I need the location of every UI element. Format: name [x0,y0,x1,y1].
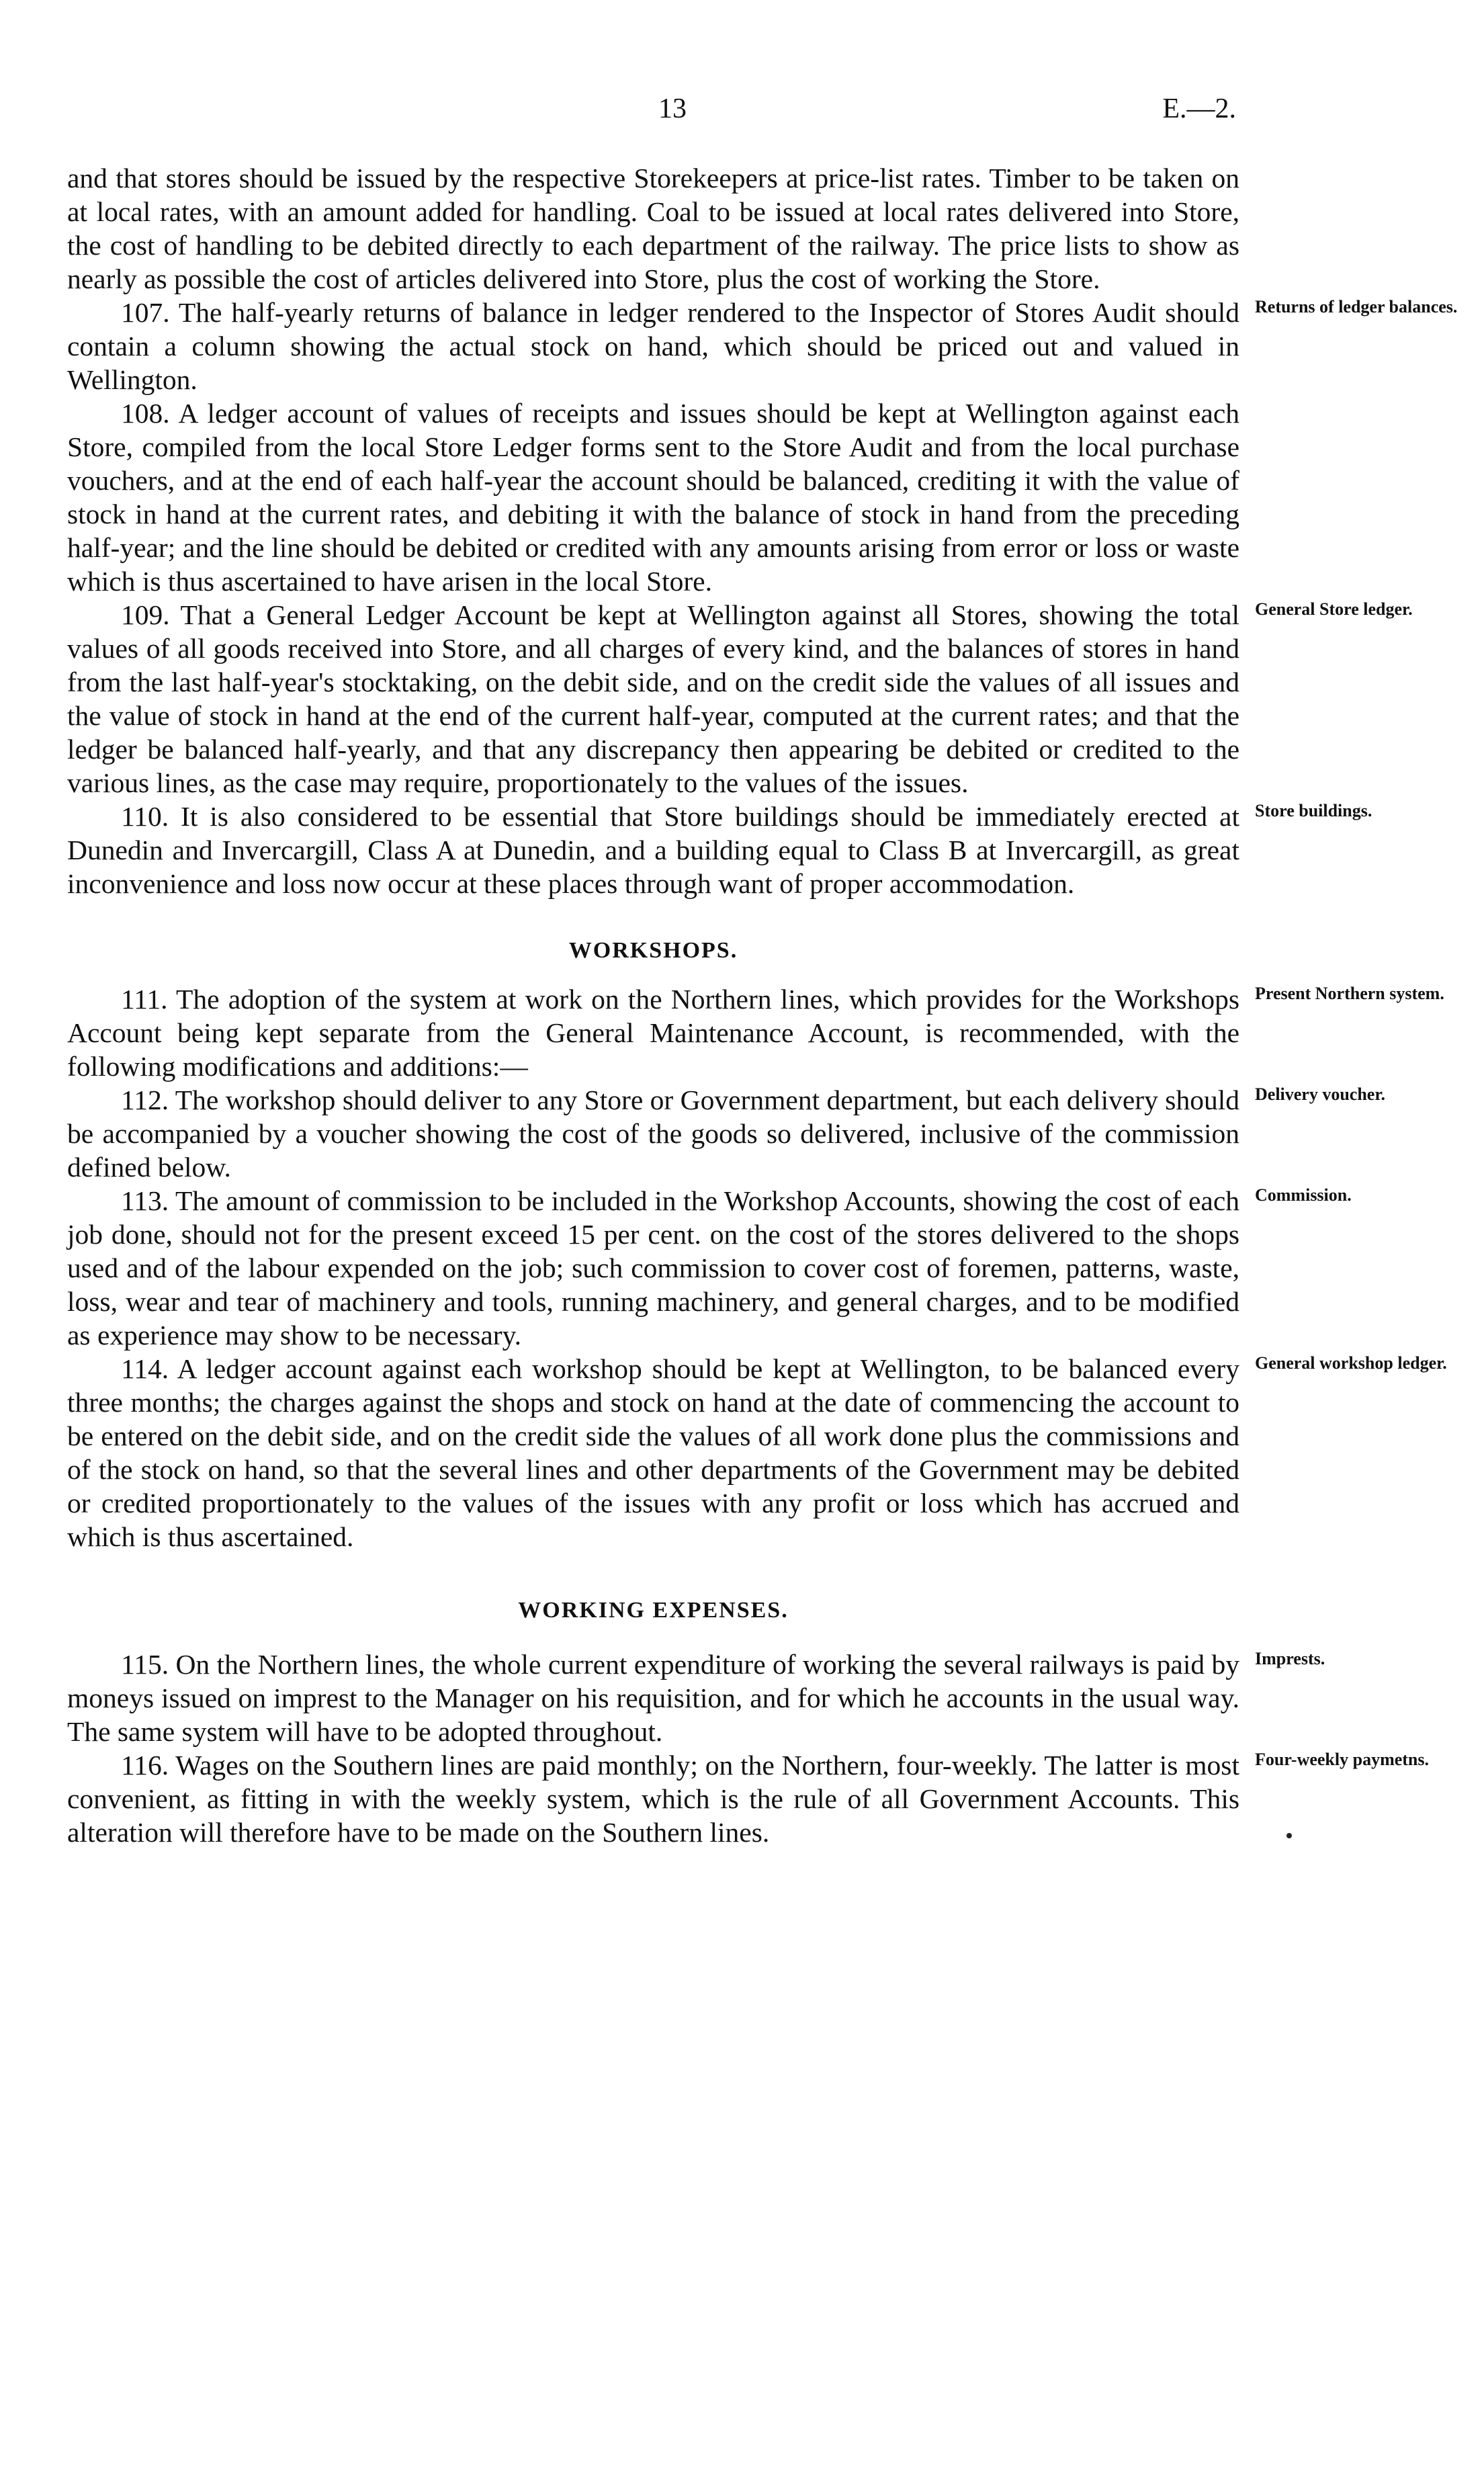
paragraph-text: 109. That a General Ledger Account be kept at Wellington against all Stores, showing the total values of all goods received into Store, and all charges of every kind, and the balances of stores in hand from the last half-year's stocktaking, on the debit side, and on the credit side the values of all issues and the value of stock in hand at the end of the current half-year, computed at the current rates; and that the ledger be balanced half-yearly, and that any discrepancy then appearing be debited or credited to the various lines, as the case may require, proportionately to the values of the issues. [67,599,1239,798]
paragraph-continuation: and that stores should be issued by the respective Storekeepers at price-list rates. Timber to be taken on at local rates, with an amount added for handling. Coal to be issued at local rates delivered into Store, the cost of handling to be debited directly to each department of the railway. The price lists to show as nearly as possible the cost of articles delivered into Store, plus the cost of working the Store. [67,163,1239,294]
paragraph-text: 107. The half-yearly returns of balance in ledger rendered to the Inspector of Stores Audit should contain a column showing the actual stock on hand, which should be priced out and valued in Wellington. [67,297,1239,395]
document-reference: E.—2. [1162,93,1236,124]
paragraph-110 [67,800,1372,900]
paragraph-text: 110. It is also considered to be essential that Store buildings should be immediately erected at Dunedin and Invercargill, Class A at Dunedin, and a building equal to Class B at Invercargill, as great inconvenience and loss now occur at these places through want of proper accommodation. [67,801,1239,899]
margin-note-general-store-ledger: General Store ledger. [1255,599,1413,619]
paragraph-109 [67,598,1413,800]
paragraph-107 [67,296,1458,396]
page-header [67,93,1236,133]
margin-note-general-workshop-ledger: General workshop ledger. [1255,1353,1447,1373]
paragraph-115 [67,1648,1325,1748]
paragraph-112 [67,1083,1385,1184]
paragraph-text: 115. On the Northern lines, the whole current expenditure of working the several railways is paid by moneys issued on imprest to the Manager on his requisition, and for which he accounts in the usual way. The same system will have to be adopted throughout. [67,1649,1239,1747]
page-number: 13 [658,93,687,124]
paragraph-114 [67,1352,1447,1553]
paragraph-text: 114. A ledger account against each workshop should be kept at Wellington, to be balanced every three months; the charges against the shops and stock on hand at the date of commencing the account to be entered on the debit side, and on the credit side the values of all work done plus the commissions and of the stock on hand, so that the several lines and other departments of the Government may be debited or credited proportionately to the values of the issues with any profit or loss which has accrued and which is thus ascertained. [67,1353,1239,1552]
section-heading-workshops: WORKSHOPS. [568,938,738,963]
paragraph-111 [67,982,1444,1083]
margin-note-delivery-voucher: Delivery voucher. [1255,1084,1385,1104]
main-text-column [67,161,1458,1849]
section-heading-working-expenses: WORKING EXPENSES. [518,1598,789,1623]
margin-note-four-weekly-payments: Four-weekly paymetns. [1255,1750,1430,1769]
paragraph-text: 111. The adoption of the system at work on the Northern lines, which provides for the Workshops Account being kept separate from the General Maintenance Account, is recommended, with the following modifications and additions:— [67,984,1239,1082]
margin-note-store-buildings: Store buildings. [1255,801,1372,820]
paragraph-text: 113. The amount of commission to be included in the Workshop Accounts, showing the cost of each job done, should not for the present exceed 15 per cent. on the cost of the stores delivered to the shops used and of the labour expended on the job; such commission to cover cost of foremen, patterns, waste, loss, wear and tear of machinery and tools, running machinery, and general charges, and to be modified as experience may show to be necessary. [67,1185,1239,1351]
paragraph-text: 112. The workshop should deliver to any Store or Government department, but each delivery should be accompanied by a voucher showing the cost of the goods so delivered, inclusive of the commission defined below. [67,1084,1239,1183]
margin-note-present-northern-system: Present Northern system. [1255,984,1444,1003]
paragraph-113 [67,1184,1352,1352]
margin-note-commission: Commission. [1255,1185,1352,1205]
margin-note-returns-of-ledger-balances: Returns of ledger balances. [1255,297,1458,316]
paragraph-108: 108. A ledger account of values of receipts and issues should be kept at Wellington against each Store, compiled from the local Store Ledger forms sent to the Store Audit and from the local purchase vouchers, and at the end of each half-year the account should be balanced, crediting it with the value of stock in hand at the current rates, and debiting it with the balance of stock in hand from the preceding half-year; and the line should be debited or credited with any amounts arising from error or loss or waste which is thus ascertained to have arisen in the local Store. [67,398,1239,597]
paragraph-text: 116. Wages on the Southern lines are paid monthly; on the Northern, four-weekly. The latter is most convenient, as fitting in with the weekly system, which is the rule of all Government Accounts. This alteration will therefore have to be made on the Southern lines. [67,1750,1239,1848]
paragraph-116 [67,1748,1430,1849]
stray-print-mark [1286,1833,1292,1838]
margin-note-imprests: Imprests. [1255,1649,1325,1668]
